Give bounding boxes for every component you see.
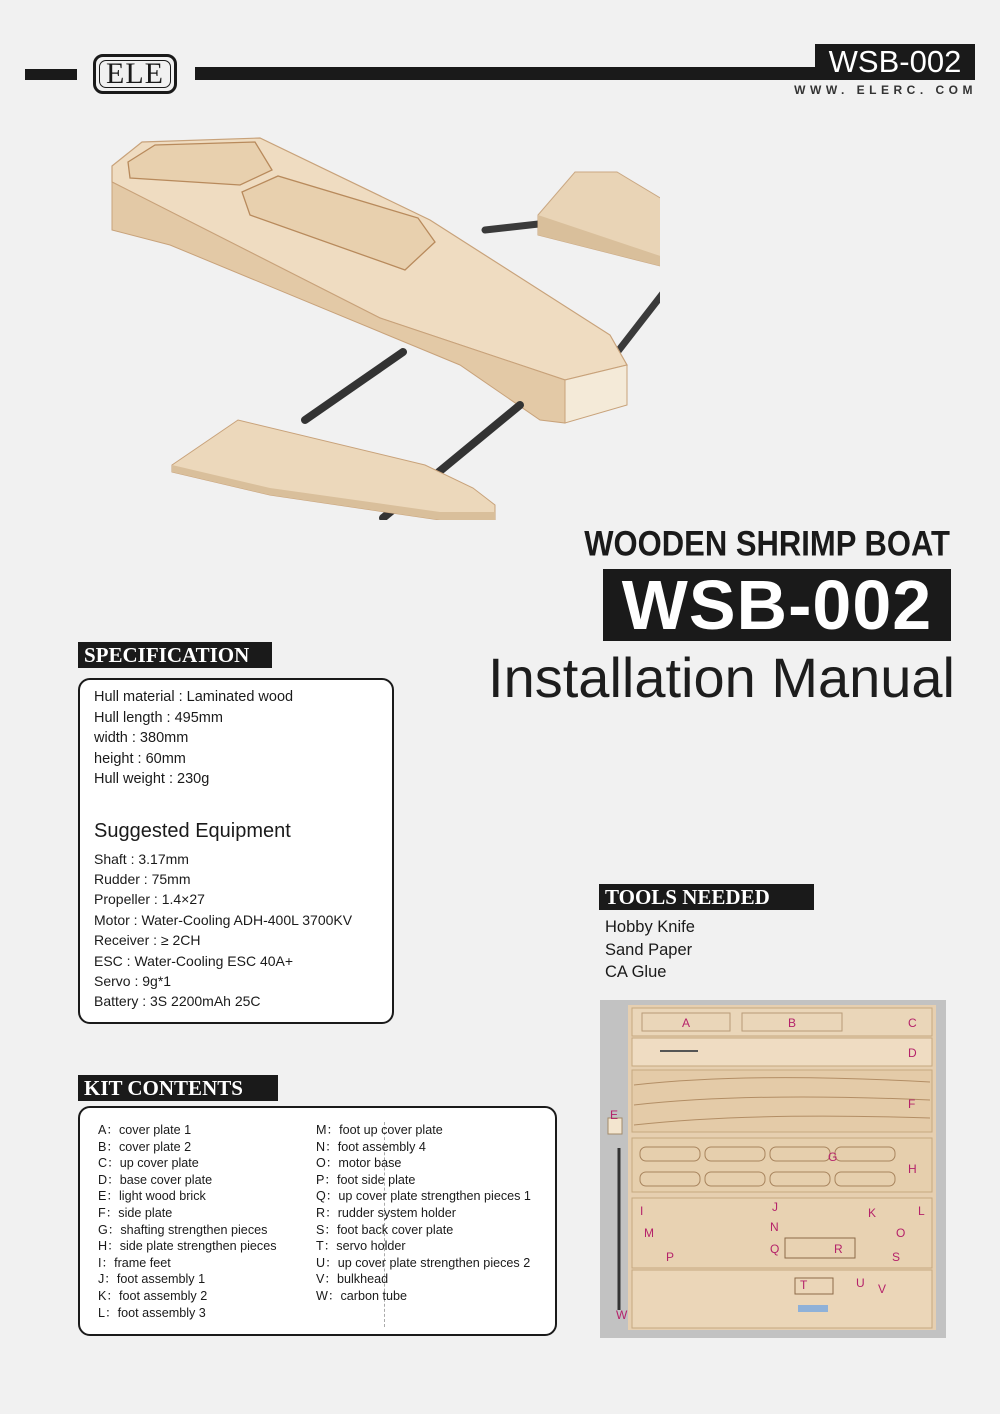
kit-contents-heading: KIT CONTENTS (78, 1075, 278, 1101)
header-bar-left (25, 69, 77, 80)
logo-text: ELE (106, 57, 164, 90)
part-label: Q (770, 1242, 780, 1256)
kit-item: G：shafting strengthen pieces (98, 1222, 268, 1237)
kit-list-right (316, 1122, 531, 1305)
kit-item: W：carbon tube (316, 1288, 407, 1303)
kit-item: N：foot assembly 4 (316, 1139, 426, 1154)
kit-item: L：foot assembly 3 (98, 1305, 206, 1320)
kit-item: I：frame feet (98, 1255, 171, 1270)
equipment-title: Suggested Equipment (94, 819, 291, 842)
kit-item: H：side plate strengthen pieces (98, 1239, 277, 1254)
part-label: S (892, 1250, 901, 1264)
kit-item: Q：up cover plate strengthen pieces 1 (316, 1189, 531, 1204)
equipment-line: Receiver : ≥ 2CH (94, 932, 201, 949)
kit-item: E：light wood brick (98, 1189, 206, 1204)
part-label: W (616, 1308, 628, 1322)
tools-heading: TOOLS NEEDED (599, 884, 814, 910)
spec-line: Hull material : Laminated wood (94, 689, 294, 705)
part-label: K (868, 1206, 877, 1220)
kit-item: J：foot assembly 1 (98, 1272, 206, 1287)
part-label: H (908, 1162, 917, 1176)
kit-item: D：base cover plate (98, 1172, 213, 1187)
boat-illustration (100, 120, 660, 520)
kit-item: P：foot side plate (316, 1172, 416, 1187)
spec-line: height : 60mm (94, 750, 186, 767)
spec-line: Hull length : 495mm (94, 709, 223, 726)
part-label: C (908, 1016, 917, 1030)
spec-line: Hull weight : 230g (94, 771, 210, 787)
kit-item: S：foot back cover plate (316, 1222, 454, 1237)
kit-item: T：servo holder (316, 1239, 406, 1254)
part-label: A (682, 1016, 691, 1030)
kit-item: C：up cover plate (98, 1156, 199, 1171)
website-url: WWW. ELERC. COM (794, 83, 977, 97)
part-label: L (918, 1204, 925, 1218)
header-bar-right (195, 67, 815, 80)
equipment-line: Shaft : 3.17mm (94, 850, 189, 867)
part-label: V (878, 1282, 887, 1296)
kit-item: U：up cover plate strengthen pieces 2 (316, 1255, 531, 1270)
product-subtitle: WOODEN SHRIMP BOAT (584, 523, 950, 564)
kit-item: O：motor base (316, 1156, 402, 1171)
tool-item: Sand Paper (605, 940, 693, 959)
model-title: WSB-002 (603, 569, 951, 641)
kit-item: V：bulkhead (316, 1272, 389, 1287)
kit-item: B：cover plate 2 (98, 1139, 192, 1154)
kit-list-left (98, 1122, 277, 1321)
tools-list (605, 916, 805, 984)
specification-box (78, 678, 394, 1024)
specification-heading: SPECIFICATION (78, 642, 272, 668)
equipment-list (94, 849, 392, 1012)
kit-item: K：foot assembly 2 (98, 1288, 208, 1303)
tool-item: Hobby Knife (605, 918, 695, 936)
part-label: P (666, 1250, 675, 1264)
part-label: N (770, 1220, 779, 1234)
kit-item: R：rudder system holder (316, 1205, 456, 1220)
equipment-line: Propeller : 1.4×27 (94, 891, 205, 908)
tool-item: CA Glue (605, 963, 667, 981)
kit-item: A：cover plate 1 (98, 1123, 192, 1137)
part-label: G (828, 1150, 838, 1164)
part-label: E (610, 1108, 619, 1122)
part-label: M (644, 1226, 654, 1240)
kit-item: F：side plate (98, 1205, 173, 1220)
equipment-line: Servo : 9g*1 (94, 972, 172, 989)
equipment-line: Motor : Water-Cooling ADH-400L 3700KV (94, 911, 353, 928)
spec-line: width : 380mm (94, 730, 189, 746)
spec-list (94, 687, 392, 790)
model-tag: WSB-002 (815, 44, 975, 80)
manual-title: Installation Manual (488, 646, 955, 709)
part-label: T (800, 1278, 808, 1292)
brand-logo (93, 54, 177, 94)
kit-item: M：foot up cover plate (316, 1123, 443, 1137)
part-label: B (788, 1016, 797, 1030)
part-label: D (908, 1046, 917, 1060)
part-label: R (834, 1242, 843, 1256)
equipment-line: Battery : 3S 2200mAh 25C (94, 993, 261, 1010)
part-label: J (772, 1200, 778, 1214)
part-label: F (908, 1097, 916, 1111)
part-label: U (856, 1276, 865, 1290)
equipment-line: ESC : Water-Cooling ESC 40A+ (94, 952, 294, 969)
equipment-line: Rudder : 75mm (94, 870, 191, 887)
part-label: O (896, 1226, 906, 1240)
kit-contents-box (78, 1106, 557, 1336)
parts-labels (600, 1000, 946, 1338)
part-label: I (640, 1204, 644, 1218)
